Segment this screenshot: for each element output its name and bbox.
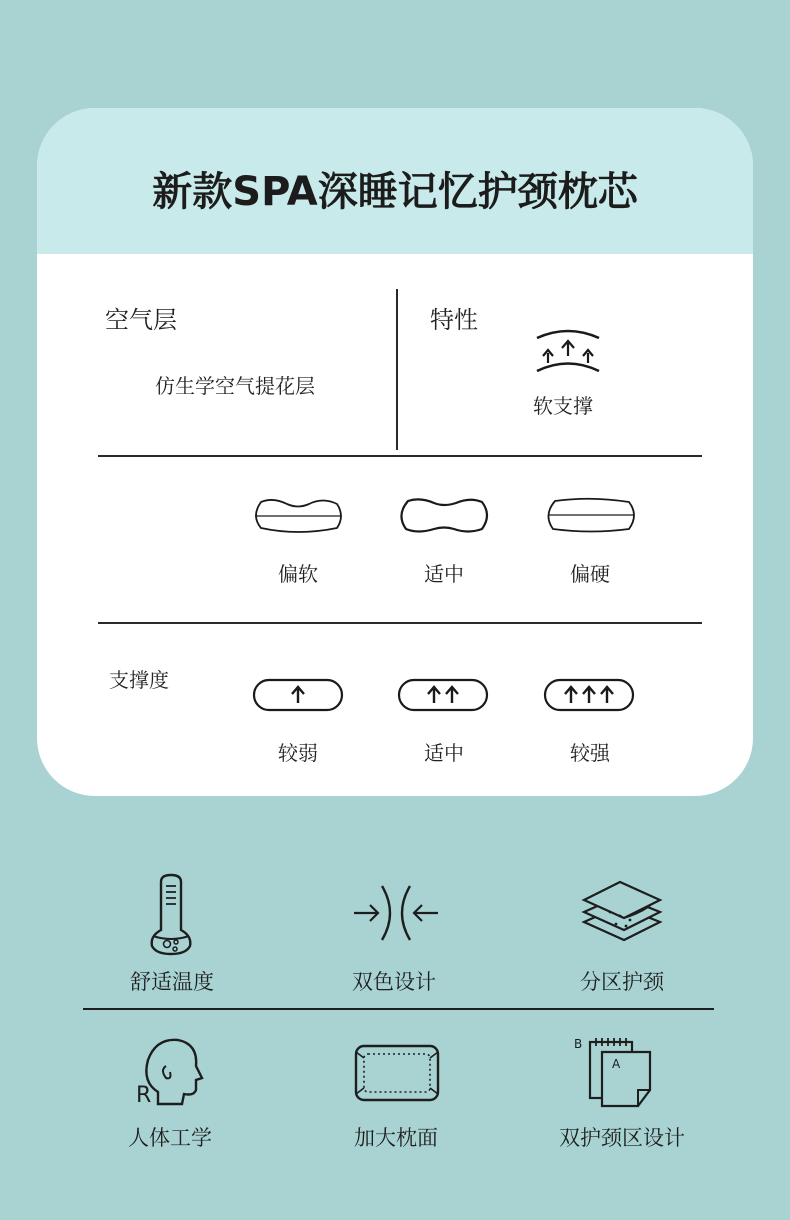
- support-weak-icon: [253, 679, 343, 711]
- feature-label-6: 双护颈区设计: [559, 1126, 685, 1150]
- feature-label-3: 分区护颈: [580, 970, 664, 994]
- air-layer-heading: 空气层: [105, 306, 177, 334]
- softness-option-2: 适中: [424, 562, 464, 586]
- pillow-soft-icon: [253, 498, 343, 534]
- feature-label-4: 人体工学: [128, 1126, 212, 1150]
- ab-pages-icon: [574, 1034, 654, 1110]
- softness-option-3: 偏硬: [570, 562, 610, 586]
- support-option-3: 较强: [570, 741, 610, 765]
- pillow-surface-icon: [354, 1044, 440, 1102]
- support-option-2: 适中: [424, 741, 464, 765]
- support-strong-icon: [544, 679, 634, 711]
- feature-label-2: 双色设计: [352, 970, 436, 994]
- page-title: 新款SPA深睡记忆护颈枕芯: [152, 169, 638, 215]
- card-header: [37, 108, 753, 254]
- feature-label-1: 舒适温度: [130, 970, 214, 994]
- features-divider: [83, 1008, 714, 1010]
- svg-text:A: A: [612, 1057, 621, 1071]
- row-divider-1: [98, 455, 702, 457]
- head-profile-icon: [136, 1036, 204, 1108]
- spec-card: [37, 108, 753, 796]
- double-color-icon: [352, 884, 440, 942]
- pillow-firm-icon: [545, 498, 637, 534]
- section-divider: [396, 289, 398, 450]
- pillow-medium-icon: [398, 498, 490, 534]
- support-heading: 支撑度: [109, 668, 169, 692]
- feature-label: 软支撑: [533, 394, 593, 418]
- thermometer-icon: [148, 874, 194, 954]
- svg-text:B: B: [574, 1037, 583, 1051]
- row-divider-2: [98, 622, 702, 624]
- softness-option-1: 偏软: [278, 562, 318, 586]
- svg-text:R: R: [136, 1083, 152, 1108]
- support-option-1: 较弱: [278, 741, 318, 765]
- soft-support-arrows-icon: [533, 326, 603, 376]
- layers-icon: [580, 880, 664, 948]
- feature-label-5: 加大枕面: [354, 1126, 438, 1150]
- support-medium-icon: [398, 679, 488, 711]
- feature-heading: 特性: [430, 306, 478, 334]
- air-layer-value: 仿生学空气提花层: [155, 374, 315, 398]
